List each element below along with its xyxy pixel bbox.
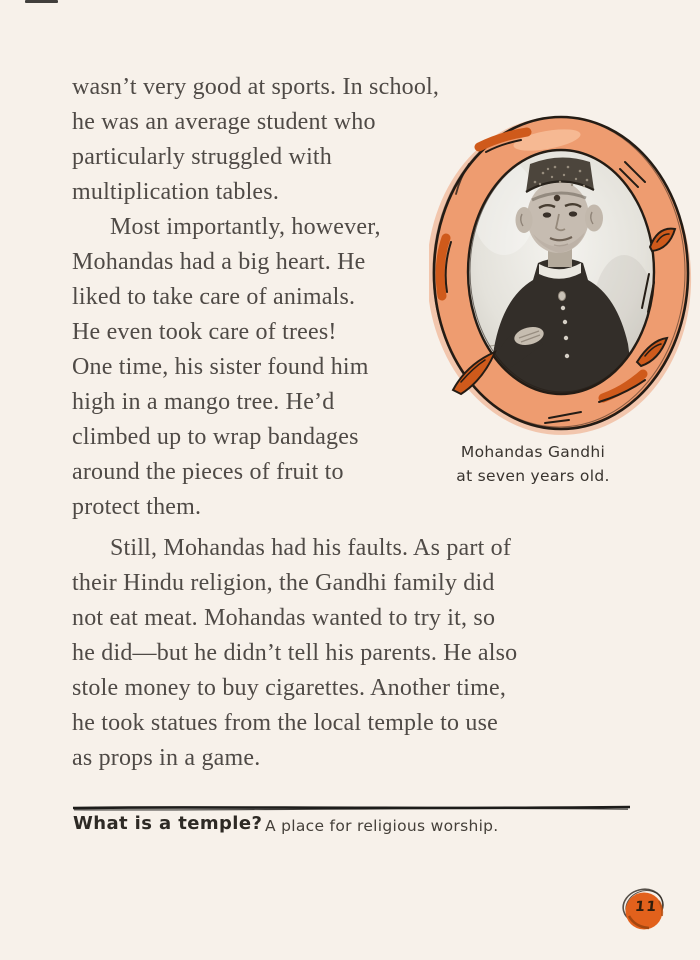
body-text-line: One time, his sister found him xyxy=(72,354,369,380)
body-text-line: as props in a game. xyxy=(72,745,261,771)
body-text-line: around the pieces of fruit to xyxy=(72,459,344,485)
photo-caption-line: at seven years old. xyxy=(456,466,610,485)
page-top-mark xyxy=(25,0,58,3)
page-number-badge xyxy=(620,885,670,937)
body-text-line: climbed up to wrap bandages xyxy=(72,424,359,450)
body-text-line: he was an average student who xyxy=(72,109,376,135)
body-text-line: particularly struggled with xyxy=(72,144,333,170)
body-text-line: wasn’t very good at sports. In school, xyxy=(72,74,440,100)
body-paragraph-wide xyxy=(72,531,634,776)
body-text-line: he did—but he didn’t tell his parents. He also xyxy=(72,640,518,666)
photo-caption xyxy=(423,441,643,488)
body-text-line: their Hindu religion, the Gandhi family did xyxy=(72,570,495,596)
gandhi-photo xyxy=(429,112,693,438)
body-text-line: not eat meat. Mohandas wanted to try it, so xyxy=(72,605,496,631)
vocab-answer: A place for religious worship. xyxy=(265,817,499,835)
page-number: 11 xyxy=(634,899,659,915)
body-text-line: multiplication tables. xyxy=(72,179,280,205)
body-text-line: liked to take care of animals. xyxy=(72,284,356,310)
body-text-line: Still, Mohandas had his faults. As part of xyxy=(110,535,512,561)
body-text-line: protect them. xyxy=(72,494,202,520)
gandhi-photo-figure xyxy=(429,112,693,438)
body-text-line: high in a mango tree. He’d xyxy=(72,389,335,415)
body-text-line: Most importantly, however, xyxy=(110,214,381,240)
body-text-line: Mohandas had a big heart. He xyxy=(72,249,366,275)
body-text-line: He even took care of trees! xyxy=(72,319,337,345)
photo-caption-line: Mohandas Gandhi xyxy=(460,443,606,461)
body-text-line: he took statues from the local temple to use xyxy=(72,710,499,736)
body-text-line: stole money to buy cigarettes. Another time, xyxy=(72,675,507,701)
vocab-question: What is a temple? xyxy=(73,813,263,834)
footer-divider xyxy=(72,799,632,807)
